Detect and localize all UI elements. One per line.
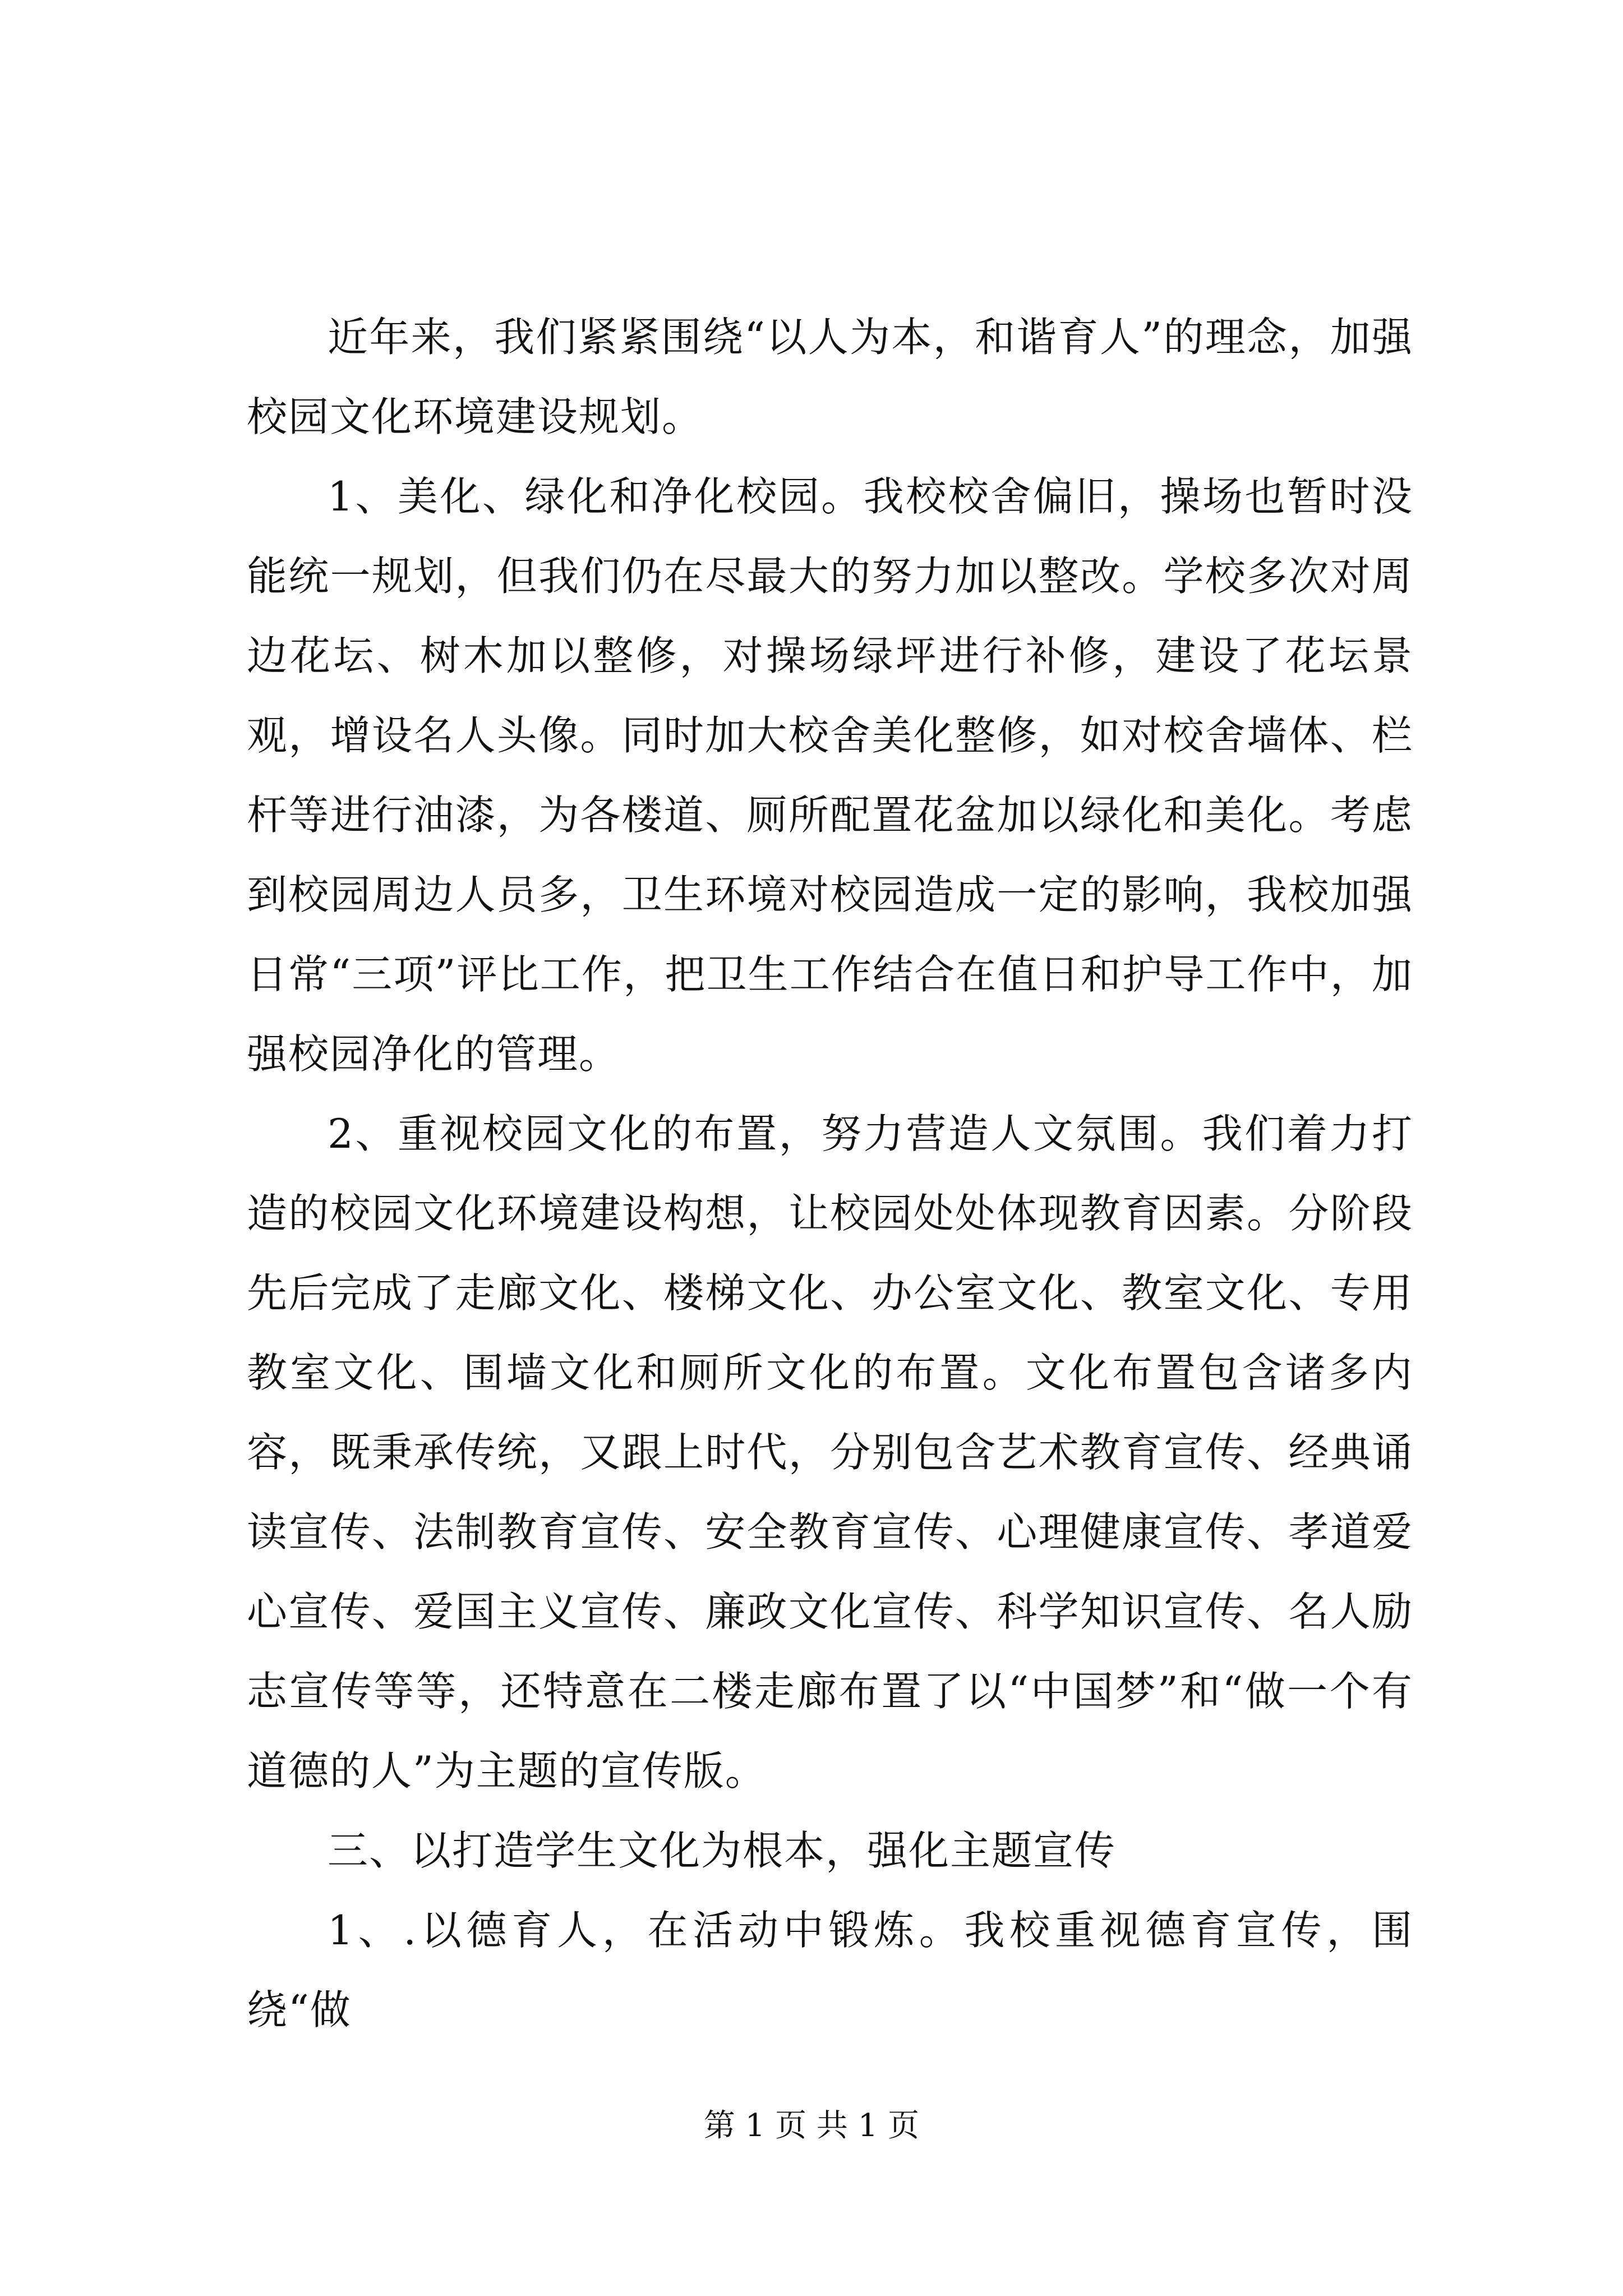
section-heading-three: 三、以打造学生文化为根本，强化主题宣传 xyxy=(328,1827,1117,1874)
page-footer: 第 1 页 共 1 页 xyxy=(703,2108,920,2144)
paragraph-intro: 近年来，我们紧紧围绕“以人为本，和谐育人”的理念，加强校园文化环境建设规划。 xyxy=(247,314,1413,440)
paragraph-beautify-campus: 1、美化、绿化和净化校园。我校校舍偏旧，操场也暂时没能统一规划，但我们仍在尽最大的努力加以整改。学校多次对周边花坛、树木加以整修，对操场绿坪进行补修，建设了花坛景观，增设名人头像。同时加大校舍美化整修，如对校舍墙体、栏杆等进行油漆，为各楼道、厕所配置花盆加以绿化和美化。考虑到校园周边人员多，卫生环境对校园造成一定的影响，我校加强日常“三项”评比工作，把卫生工作结合在值日和护导工作中，加强校园净化的管理。 xyxy=(247,473,1413,1078)
paragraph-campus-culture: 2、重视校园文化的布置，努力营造人文氛围。我们着力打造的校园文化环境建设构想，让校园处处体现教育因素。分阶段先后完成了走廊文化、楼梯文化、办公室文化、教室文化、专用教室文化、围墙文化和厕所文化的布置。文化布置包含诸多内容，既秉承传统，又跟上时代，分别包含艺术教育宣传、经典诵读宣传、法制教育宣传、安全教育宣传、心理健康宣传、孝道爱心宣传、爱国主义宣传、廉政文化宣传、科学知识宣传、名人励志宣传等等，还特意在二楼走廊布置了以“中国梦”和“做一个有道德的人”为主题的宣传版。 xyxy=(247,1110,1413,1795)
document-body xyxy=(247,297,1413,2050)
paragraph-moral-education: 1、.以德育人，在活动中锻炼。我校重视德育宣传，围绕“做 xyxy=(247,1907,1413,2033)
